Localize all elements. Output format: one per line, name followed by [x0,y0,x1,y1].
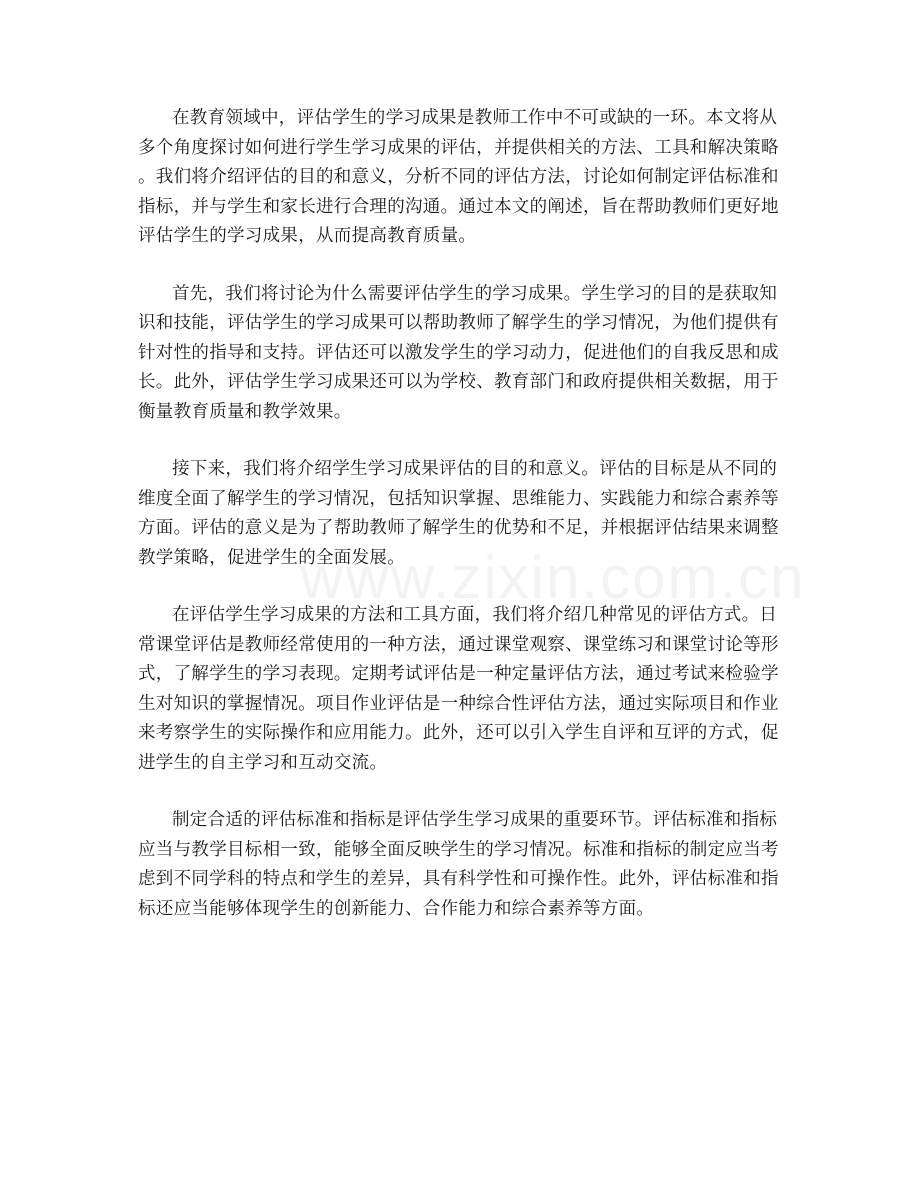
paragraph-5 [138,806,790,924]
paragraph-line: 来考察学生的实际操作和应用能力。此外，还可以引入学生自评和互评的方式，促 [138,723,779,743]
paragraph-line: 在评估学生学习成果的方法和工具方面，我们将介绍几种常见的评估方式。日 [172,605,778,625]
paragraph-1 [138,104,790,252]
paragraph-line: 首先，我们将讨论为什么需要评估学生的学习成果。学生学习的目的是获取知 [172,283,778,304]
paragraph-4 [138,601,790,778]
document-body [138,104,790,952]
paragraph-line: 式，了解学生的学习表现。定期考试评估是一种定量评估方法，通过考试来检验学 [138,664,779,684]
paragraph-line: 在教育领域中，评估学生的学习成果是教师工作中不可或缺的一环。本文将从 [172,108,778,128]
paragraph-line: 衡量教育质量和教学效果。 [138,401,352,422]
paragraph-line: 教学策略，促进学生的全面发展。 [138,547,405,568]
paragraph-line: 。我们将介绍评估的目的和意义，分析不同的评估方法，讨论如何制定评估标准和 [138,167,779,187]
paragraph-line: 标还应当能够体现学生的创新能力、合作能力和综合素养等方面。 [138,898,655,919]
paragraph-3 [138,455,790,573]
paragraph-line: 识和技能，评估学生的学习成果可以帮助教师了解学生的学习情况，为他们提供有 [138,313,779,333]
paragraph-2 [138,280,790,428]
paragraph-line: 虑到不同学科的特点和学生的差异，具有科学性和可操作性。此外，评估标准和指 [138,869,779,889]
paragraph-line: 常课堂评估是教师经常使用的一种方法，通过课堂观察、课堂练习和课堂讨论等形 [138,634,779,655]
paragraph-line: 制定合适的评估标准和指标是评估学生学习成果的重要环节。评估标准和指标 [172,810,778,830]
paragraph-line: 针对性的指导和支持。评估还可以激发学生的学习动力，促进他们的自我反思和成 [138,342,779,363]
paragraph-line: 多个角度探讨如何进行学生学习成果的评估，并提供相关的方法、工具和解决策略 [138,137,779,158]
paragraph-line: 方面。评估的意义是为了帮助教师了解学生的优势和不足，并根据评估结果来调整 [138,518,779,538]
paragraph-line: 长。此外，评估学生学习成果还可以为学校、教育部门和政府提供相关数据，用于 [138,372,779,392]
paragraph-line: 评估学生的学习成果，从而提高教育质量。 [138,226,477,246]
paragraph-line: 维度全面了解学生的学习情况，包括知识掌握、思维能力、实践能力和综合素养等 [138,488,779,509]
paragraph-line: 指标，并与学生和家长进行合理的沟通。通过本文的阐述，旨在帮助教师们更好地 [138,196,779,217]
paragraph-line: 生对知识的掌握情况。项目作业评估是一种综合性评估方法，通过实际项目和作业 [138,693,779,714]
paragraph-line: 接下来，我们将介绍学生学习成果评估的目的和意义。评估的目标是从不同的 [172,459,778,479]
paragraph-line: 进学生的自主学习和互动交流。 [138,752,388,773]
paragraph-line: 应当与教学目标相一致，能够全面反映学生的学习情况。标准和指标的制定应当考 [138,839,779,860]
